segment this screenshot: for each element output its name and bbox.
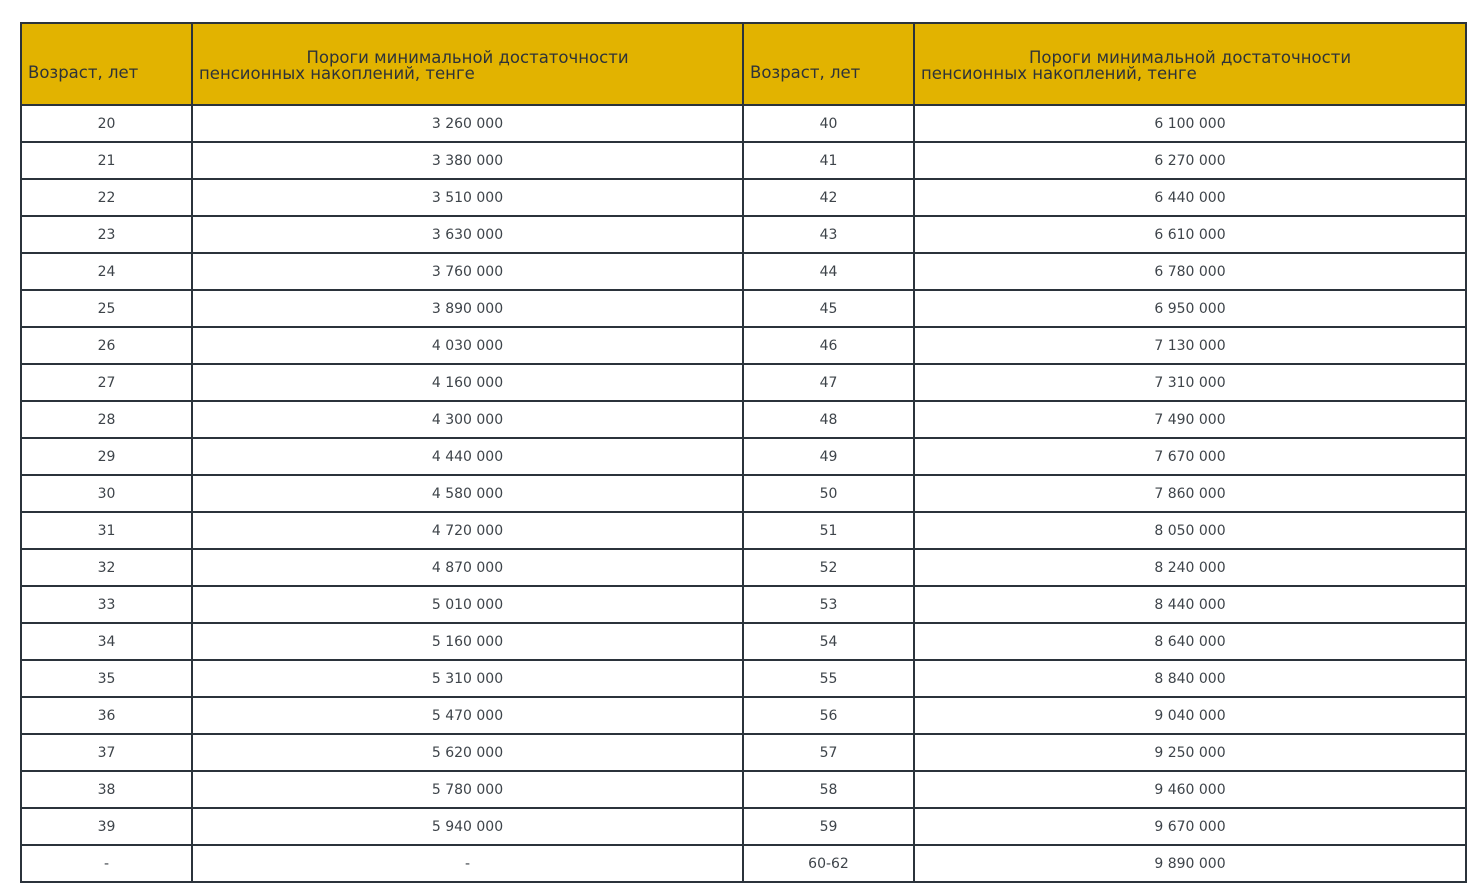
- age-left-cell: 20: [21, 105, 192, 142]
- threshold-left-cell: 3 260 000: [192, 105, 743, 142]
- threshold-right-cell: 6 100 000: [914, 105, 1466, 142]
- age-left-cell: 38: [21, 771, 192, 808]
- table-row: [21, 364, 1466, 401]
- table-row: [21, 586, 1466, 623]
- table-row: [21, 660, 1466, 697]
- age-left-cell: 28: [21, 401, 192, 438]
- threshold-left-cell: 4 870 000: [192, 549, 743, 586]
- threshold-right-cell: 9 890 000: [914, 845, 1466, 882]
- table-row: [21, 142, 1466, 179]
- threshold-right-cell: 8 240 000: [914, 549, 1466, 586]
- table-row: [21, 734, 1466, 771]
- table-row: [21, 475, 1466, 512]
- threshold-right-cell: 7 490 000: [914, 401, 1466, 438]
- threshold-left-cell: 4 030 000: [192, 327, 743, 364]
- age-left-cell: 27: [21, 364, 192, 401]
- age-right-cell: 52: [743, 549, 914, 586]
- threshold-left-cell: 3 760 000: [192, 253, 743, 290]
- header-threshold-line2: пенсионных накоплений, тенге: [199, 64, 475, 83]
- table-row: [21, 623, 1466, 660]
- header-threshold-right: [914, 23, 1466, 105]
- age-left-cell: 24: [21, 253, 192, 290]
- table-row: [21, 808, 1466, 845]
- age-right-cell: 54: [743, 623, 914, 660]
- age-right-cell: 55: [743, 660, 914, 697]
- threshold-left-cell: 3 890 000: [192, 290, 743, 327]
- threshold-left-cell: 3 380 000: [192, 142, 743, 179]
- age-right-cell: 44: [743, 253, 914, 290]
- table-row: [21, 697, 1466, 734]
- age-right-cell: 42: [743, 179, 914, 216]
- age-left-cell: 25: [21, 290, 192, 327]
- threshold-right-cell: 8 840 000: [914, 660, 1466, 697]
- age-left-cell: 39: [21, 808, 192, 845]
- threshold-right-cell: 8 050 000: [914, 512, 1466, 549]
- age-right-cell: 58: [743, 771, 914, 808]
- age-left-cell: 32: [21, 549, 192, 586]
- header-threshold-line1: Пороги минимальной достаточности: [306, 48, 629, 67]
- threshold-right-cell: 9 460 000: [914, 771, 1466, 808]
- threshold-right-cell: 6 780 000: [914, 253, 1466, 290]
- threshold-left-cell: 5 010 000: [192, 586, 743, 623]
- age-right-cell: 45: [743, 290, 914, 327]
- table-row: [21, 179, 1466, 216]
- threshold-right-cell: 8 440 000: [914, 586, 1466, 623]
- header-row: [21, 23, 1466, 105]
- age-right-cell: 40: [743, 105, 914, 142]
- threshold-right-cell: 6 950 000: [914, 290, 1466, 327]
- threshold-left-cell: 5 310 000: [192, 660, 743, 697]
- threshold-right-cell: 6 610 000: [914, 216, 1466, 253]
- age-left-cell: 31: [21, 512, 192, 549]
- age-right-cell: 41: [743, 142, 914, 179]
- age-left-cell: -: [21, 845, 192, 882]
- table-row: [21, 327, 1466, 364]
- age-left-cell: 34: [21, 623, 192, 660]
- age-right-cell: 49: [743, 438, 914, 475]
- header-threshold-line2: пенсионных накоплений, тенге: [921, 64, 1197, 83]
- table-row: [21, 253, 1466, 290]
- table-row: [21, 771, 1466, 808]
- table-body: [21, 105, 1466, 882]
- threshold-right-cell: 7 130 000: [914, 327, 1466, 364]
- threshold-left-cell: 4 160 000: [192, 364, 743, 401]
- age-right-cell: 51: [743, 512, 914, 549]
- age-right-cell: 43: [743, 216, 914, 253]
- age-left-cell: 21: [21, 142, 192, 179]
- threshold-left-cell: 4 300 000: [192, 401, 743, 438]
- threshold-left-cell: 5 470 000: [192, 697, 743, 734]
- threshold-left-cell: 3 510 000: [192, 179, 743, 216]
- header-threshold-line1: Пороги минимальной достаточности: [1028, 48, 1352, 67]
- table-row: [21, 401, 1466, 438]
- table-row: [21, 512, 1466, 549]
- table-row: [21, 290, 1466, 327]
- threshold-right-cell: 8 640 000: [914, 623, 1466, 660]
- threshold-right-cell: 7 670 000: [914, 438, 1466, 475]
- age-left-cell: 22: [21, 179, 192, 216]
- threshold-left-cell: 3 630 000: [192, 216, 743, 253]
- age-right-cell: 57: [743, 734, 914, 771]
- threshold-left-cell: 5 780 000: [192, 771, 743, 808]
- age-left-cell: 23: [21, 216, 192, 253]
- age-right-cell: 56: [743, 697, 914, 734]
- table-row: [21, 845, 1466, 882]
- threshold-right-cell: 6 270 000: [914, 142, 1466, 179]
- header-threshold-left: [192, 23, 743, 105]
- age-right-cell: 59: [743, 808, 914, 845]
- threshold-right-cell: 9 040 000: [914, 697, 1466, 734]
- threshold-left-cell: 5 160 000: [192, 623, 743, 660]
- age-right-cell: 48: [743, 401, 914, 438]
- threshold-left-cell: 4 720 000: [192, 512, 743, 549]
- table-row: [21, 216, 1466, 253]
- age-right-cell: 53: [743, 586, 914, 623]
- threshold-right-cell: 9 250 000: [914, 734, 1466, 771]
- age-right-cell: 46: [743, 327, 914, 364]
- table-header: [21, 23, 1466, 105]
- threshold-right-cell: 9 670 000: [914, 808, 1466, 845]
- pension-threshold-table: [20, 22, 1467, 883]
- threshold-left-cell: 5 620 000: [192, 734, 743, 771]
- threshold-right-cell: 7 310 000: [914, 364, 1466, 401]
- age-left-cell: 26: [21, 327, 192, 364]
- age-left-cell: 36: [21, 697, 192, 734]
- age-right-cell: 50: [743, 475, 914, 512]
- table-row: [21, 438, 1466, 475]
- table-row: [21, 549, 1466, 586]
- age-left-cell: 29: [21, 438, 192, 475]
- threshold-left-cell: 5 940 000: [192, 808, 743, 845]
- age-left-cell: 35: [21, 660, 192, 697]
- age-left-cell: 30: [21, 475, 192, 512]
- threshold-left-cell: 4 440 000: [192, 438, 743, 475]
- age-right-cell: 47: [743, 364, 914, 401]
- age-left-cell: 37: [21, 734, 192, 771]
- age-right-cell: 60-62: [743, 845, 914, 882]
- threshold-right-cell: 6 440 000: [914, 179, 1466, 216]
- table-row: [21, 105, 1466, 142]
- header-age-right: Возраст, лет: [743, 23, 914, 105]
- threshold-left-cell: -: [192, 845, 743, 882]
- threshold-left-cell: 4 580 000: [192, 475, 743, 512]
- age-left-cell: 33: [21, 586, 192, 623]
- header-age-left: Возраст, лет: [21, 23, 192, 105]
- threshold-right-cell: 7 860 000: [914, 475, 1466, 512]
